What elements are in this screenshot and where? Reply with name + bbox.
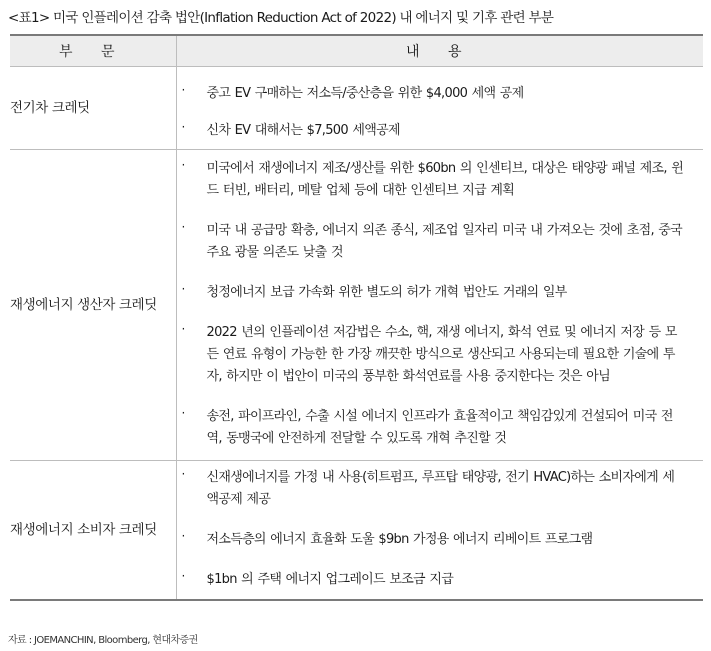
category-ev-credit: 전기차 크레딧: [10, 67, 176, 150]
bullet-icon: ·: [181, 406, 185, 420]
bullet-icon: ·: [181, 569, 185, 583]
item-text: 송전, 파이프라인, 수출 시설 에너지 인프라가 효율적이고 책임감있게 건설되어 미국 전역, 동맹국에 안전하게 전달할 수 있도록 개혁 추진할 것: [206, 409, 673, 446]
bullet-icon: ·: [181, 322, 185, 336]
content-consumer-credit: [176, 461, 703, 601]
list-item: [177, 120, 704, 142]
bullet-icon: ·: [181, 529, 185, 543]
category-producer-credit: 재생에너지 생산자 크레딧: [10, 150, 176, 461]
list-item: [177, 529, 704, 551]
list-item: [177, 83, 704, 105]
content-ev-credit: [176, 67, 703, 150]
item-text: 중고 EV 구매하는 저소득/중산층을 위한 $4,000 세액 공제: [206, 85, 524, 101]
header-row: [10, 35, 703, 67]
table-row-producer-credit: [10, 150, 703, 461]
item-text: 미국에서 재생에너지 제조/생산를 위한 $60bn 의 인센티브, 대상은 태양광 패널 제조, 윈드 터빈, 배터리, 메탈 업체 등에 대한 인센티브 지급 계획: [206, 161, 684, 198]
list-item: [177, 282, 704, 304]
list-item: [177, 322, 704, 388]
item-text: 2022 년의 인플레이션 저감법은 수소, 핵, 재생 에너지, 화석 연료 및 에너지 저장 등 모든 연료 유형이 가능한 한 가장 깨끗한 방식으로 생산되고 사용되는데 필요한 기술에 투자, 하지만 이 법안이 미국의 풍부한 화석연료를 사용 중지한다는 것은 아님: [206, 325, 677, 384]
ira-energy-table: [10, 34, 703, 601]
item-text: $1bn 의 주택 에너지 업그레이드 보조금 지급: [206, 572, 454, 587]
item-text: 청정에너지 보급 가속화 위한 별도의 허가 개혁 법안도 거래의 일부: [206, 285, 567, 300]
item-text: 신재생에너지를 가정 내 사용(히트펌프, 루프탑 태양광, 전기 HVAC)하는 소비자에게 세액공제 제공: [206, 470, 675, 507]
list-item: [177, 220, 704, 264]
bullet-icon: ·: [181, 158, 185, 172]
item-text: 신차 EV 대해서는 $7,500 세액공제: [206, 122, 400, 138]
header-content: 내 용: [176, 35, 703, 67]
list-item: [177, 569, 704, 591]
bullet-icon: ·: [181, 282, 185, 296]
content-producer-credit: [176, 150, 703, 461]
item-text: 저소득층의 에너지 효율화 도울 $9bn 가정용 에너지 리베이트 프로그램: [206, 532, 593, 547]
list-item: [177, 467, 704, 511]
list-item: [177, 406, 704, 450]
header-category: 부 문: [10, 35, 176, 67]
category-consumer-credit: 재생에너지 소비자 크레딧: [10, 461, 176, 601]
table-row-consumer-credit: [10, 461, 703, 601]
bullet-icon: ·: [181, 119, 185, 134]
table-row-ev-credit: [10, 67, 703, 150]
bullet-icon: ·: [181, 467, 185, 481]
list-item: [177, 158, 704, 202]
bullet-icon: ·: [181, 82, 185, 97]
source-note: 자료 : JOEMANCHIN, Bloomberg, 현대차증권: [8, 635, 198, 646]
table-caption: <표1> 미국 인플레이션 감축 법안(Inflation Reduction Act of 2022) 내 에너지 및 기후 관련 부분: [8, 10, 554, 26]
item-text: 미국 내 공급망 확충, 에너지 의존 종식, 제조업 일자리 미국 내 가져오는 것에 초점, 중국 주요 광물 의존도 낮출 것: [206, 223, 683, 260]
bullet-icon: ·: [181, 220, 185, 234]
